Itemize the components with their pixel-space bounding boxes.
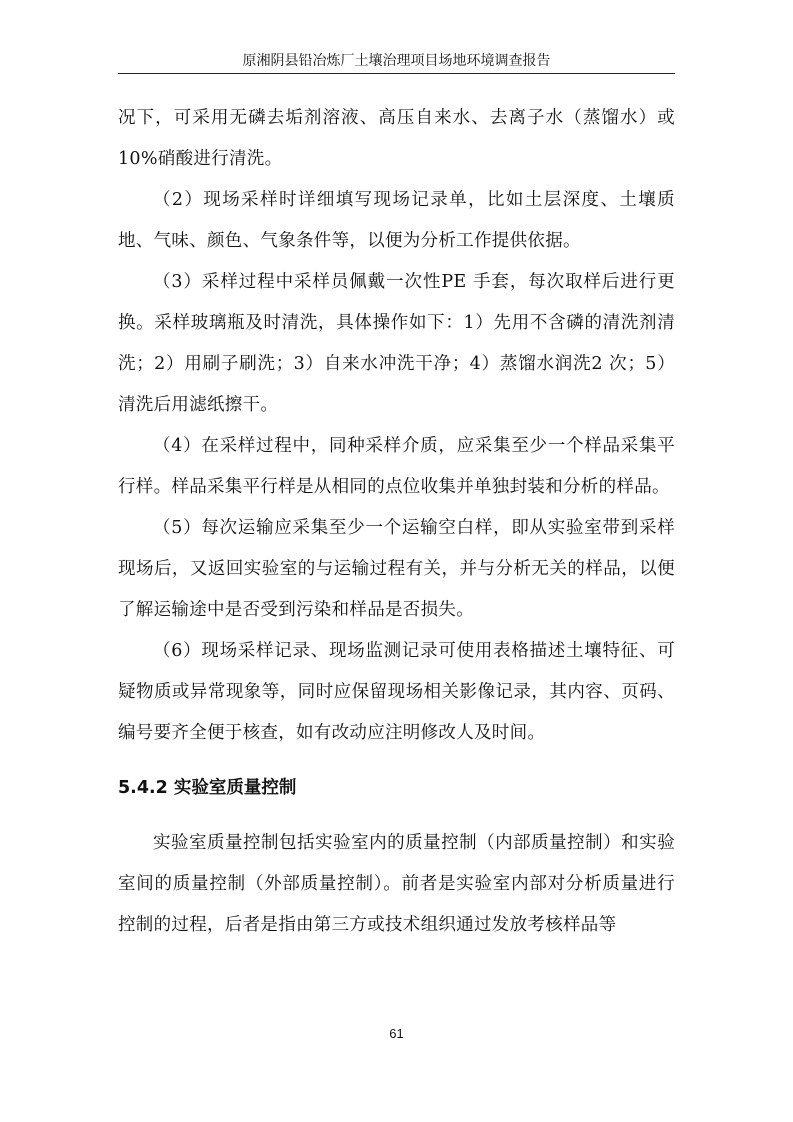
paragraph-item-3: （3）采样过程中采样员佩戴一次性PE 手套，每次取样后进行更换。采样玻璃瓶及时清洗，具体操作如下：1）先用不含磷的清洗剂清洗；2）用刷子刷洗；3）自来水冲洗干净；4）蒸馏水润洗2 次；5）清洗后用滤纸擦干。: [118, 272, 675, 415]
header-divider: [118, 73, 675, 74]
page-number: 61: [389, 1026, 404, 1041]
paragraph-continuation: 况下，可采用无磷去垢剂溶液、高压自来水、去离子水（蒸馏水）或10%硝酸进行清洗。: [118, 108, 675, 169]
paragraph-item-4: （4）在采样过程中，同种采样介质，应采集至少一个样品采集平行样。样品采集平行样是从相同的点位收集并单独封装和分析的样品。: [118, 436, 675, 497]
section-heading: 5.4.2 实验室质量控制: [118, 778, 297, 798]
section-paragraph: 实验室质量控制包括实验室内的质量控制（内部质量控制）和实验室间的质量控制（外部质量控制）。前者是实验室内部对分析质量进行控制的过程，后者是指由第三方或技术组织通过发放考核样品等: [118, 833, 675, 935]
paragraph-item-2: （2）现场采样时详细填写现场记录单，比如土层深度、土壤质地、气味、颜色、气象条件等，以便为分析工作提供依据。: [118, 190, 675, 251]
document-body: [118, 98, 675, 946]
running-header: 原湘阴县铅冶炼厂土壤治理项目场地环境调查报告: [242, 53, 551, 69]
paragraph-item-5: （5）每次运输应采集至少一个运输空白样，即从实验室带到采样现场后，又返回实验室的与运输过程有关，并与分析无关的样品，以便了解运输途中是否受到污染和样品是否损失。: [118, 518, 675, 620]
paragraph-item-6: （6）现场采样记录、现场监测记录可使用表格描述土壤特征、可疑物质或异常现象等，同时应保留现场相关影像记录，其内容、页码、编号要齐全便于核查，如有改动应注明修改人及时间。: [118, 641, 675, 743]
